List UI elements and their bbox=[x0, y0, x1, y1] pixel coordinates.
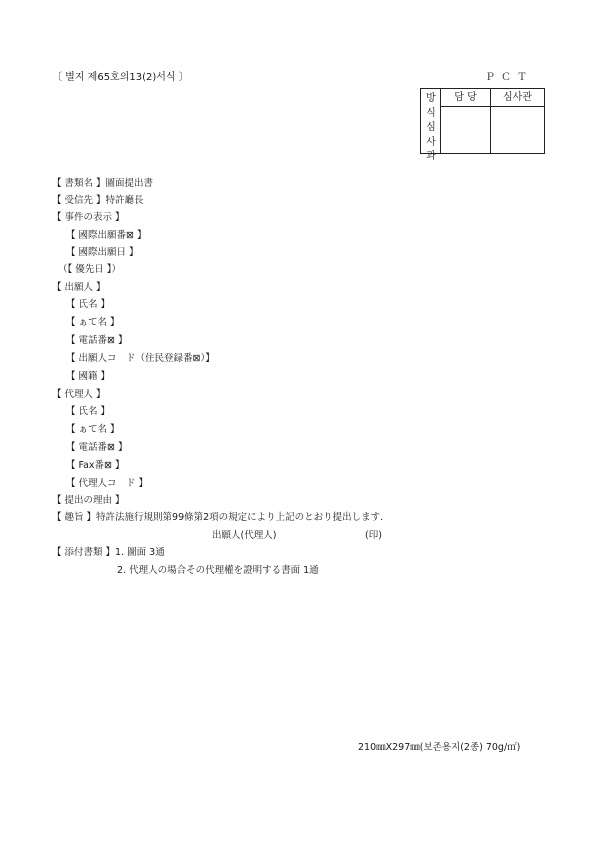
field-applicant-name: 【 氏名 】 bbox=[66, 299, 111, 310]
approval-header-divider bbox=[441, 106, 544, 107]
approval-side-column bbox=[421, 89, 441, 162]
approval-examiner-header: 심사관 bbox=[503, 92, 532, 103]
field-applicant-code: 【 出願人コ ド（住民登録番⊠）】 bbox=[66, 353, 215, 364]
paper-spec-footer: 210㎜X297㎜(보존용지(2종) 70g/㎡) bbox=[358, 742, 521, 753]
field-agent-fax: 【 Fax番⊠ 】 bbox=[66, 460, 125, 471]
field-intl-application-number: 【 國際出願番⊠ 】 bbox=[66, 230, 147, 241]
field-recipient: 【 受信先 】特許廳長 bbox=[52, 195, 144, 206]
field-agent-code: 【 代理人コ ド 】 bbox=[66, 478, 149, 489]
approval-officer-header: 담 당 bbox=[454, 92, 477, 103]
field-applicant-address: 【 ぁて名 】 bbox=[66, 317, 120, 328]
approval-side-label: 방식심사과 bbox=[426, 93, 436, 162]
approval-column-officer bbox=[441, 89, 491, 153]
field-case-display: 【 事件の表示 】 bbox=[52, 212, 125, 223]
field-agent-name: 【 氏名 】 bbox=[66, 406, 111, 417]
field-priority-date: （【 優先日 】） bbox=[58, 264, 122, 275]
signature-label: 出願人(代理人) bbox=[212, 530, 277, 541]
field-applicant-nationality: 【 國籍 】 bbox=[66, 371, 111, 382]
form-reference: 〔 별지 제65호의13(2)서식 〕 bbox=[52, 72, 189, 83]
pct-label: ＰＣＴ bbox=[485, 72, 533, 83]
field-agent-address: 【 ぁて名 】 bbox=[66, 424, 120, 435]
field-agent-phone: 【 電話番⊠ 】 bbox=[66, 442, 128, 453]
seal-label: (印) bbox=[365, 530, 382, 541]
approval-column-examiner bbox=[491, 89, 544, 153]
field-purpose-statement: 【 趣旨 】特許法施行規則第99條第2項の規定により上記のとおり提出します. bbox=[52, 512, 384, 523]
attachments-heading: 【 添付書類 】1. 圖面 3通 bbox=[52, 547, 165, 558]
field-agent: 【 代理人 】 bbox=[52, 389, 106, 400]
field-applicant: 【 出願人 】 bbox=[52, 282, 106, 293]
field-applicant-phone: 【 電話番⊠ 】 bbox=[66, 335, 128, 346]
approval-stamp-box bbox=[420, 88, 545, 162]
field-intl-application-date: 【 國際出願日 】 bbox=[66, 247, 139, 258]
field-document-name: 【 書類名 】圖面提出書 bbox=[52, 178, 154, 189]
attachment-item-2: 2. 代理人の場合その代理權を證明する書面 1通 bbox=[117, 565, 319, 576]
field-submission-reason: 【 提出の理由 】 bbox=[52, 495, 125, 506]
